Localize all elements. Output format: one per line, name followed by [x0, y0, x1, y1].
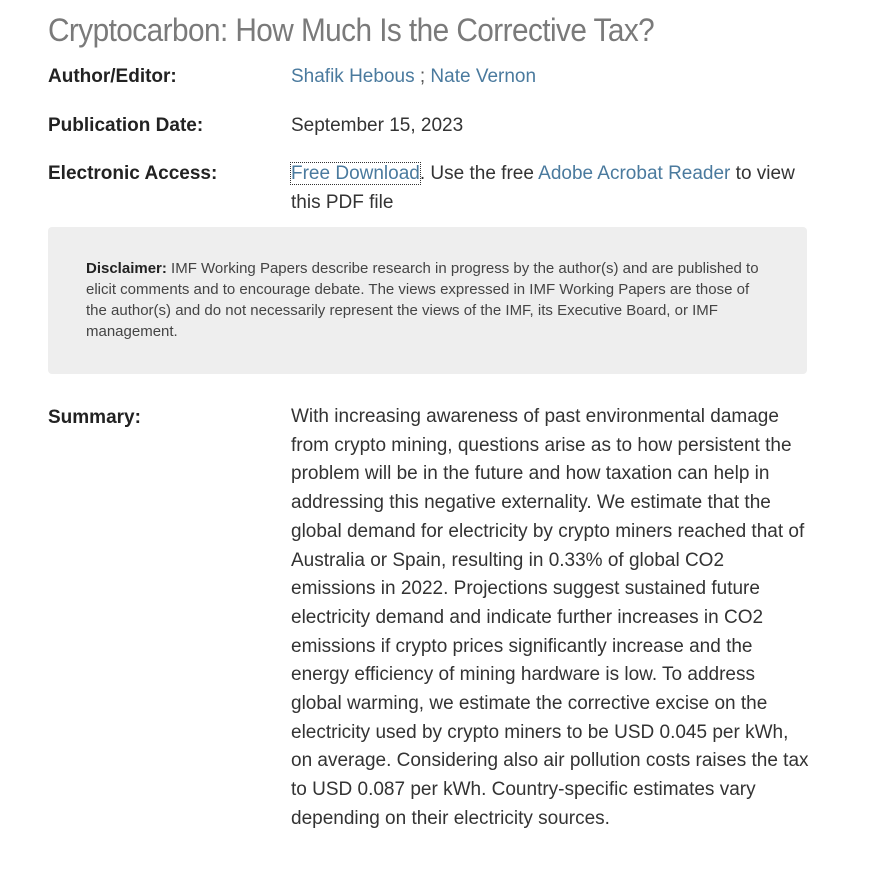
access-label: Electronic Access: — [48, 163, 218, 184]
access-value — [291, 159, 803, 217]
disclaimer-text: IMF Working Papers describe research in progress by the author(s) and are published to elicit comments and to encourage debate. The views expressed in IMF Working Papers are those of the author(s) and do not necessarily represent the views of the IMF, its Executive Board, or IMF management. — [86, 260, 759, 340]
author-label: Author/Editor: — [48, 66, 177, 87]
summary-text: With increasing awareness of past environmental damage from crypto mining, questions arise as to how persistent the problem will be in the future and how taxation can help in addressing this negative externality. We estimate that the global demand for electricity by crypto miners reached that of Australia or Spain, resulting in 0.33% of global CO2 emissions in 2022. Projections suggest sustained future electricity demand and indicate further increases in CO2 emissions if crypto prices significantly increase and the energy efficiency of mining hardware is low. To address global warming, we estimate the corrective excise on the electricity used by crypto miners to be USD 0.045 per kWh, on average. Considering also air pollution costs raises the tax to USD 0.087 per kWh. Country-specific estimates vary depending on their electricity sources. — [291, 406, 809, 829]
summary-label: Summary: — [48, 407, 141, 428]
disclaimer-box — [48, 227, 807, 374]
date-label: Publication Date: — [48, 115, 204, 136]
author-link-hebous[interactable]: Shafik Hebous — [291, 66, 415, 87]
author-value — [291, 62, 811, 91]
date-row — [48, 111, 808, 141]
adobe-reader-link[interactable]: Adobe Acrobat Reader — [538, 163, 731, 184]
summary-row — [48, 403, 808, 863]
date-value: September 15, 2023 — [291, 115, 464, 136]
access-row — [48, 159, 808, 219]
access-text-1: . Use the free — [419, 163, 539, 184]
author-row — [48, 62, 808, 92]
page-title: Cryptocarbon: How Much Is the Corrective Tax? — [48, 12, 655, 48]
free-download-link[interactable]: Free Download — [291, 163, 420, 184]
disclaimer-heading: Disclaimer: — [86, 260, 167, 277]
access-text-2: to view this PDF file — [291, 163, 801, 213]
author-link-vernon[interactable]: Nate Vernon — [430, 66, 537, 87]
author-separator: ; — [414, 66, 431, 87]
